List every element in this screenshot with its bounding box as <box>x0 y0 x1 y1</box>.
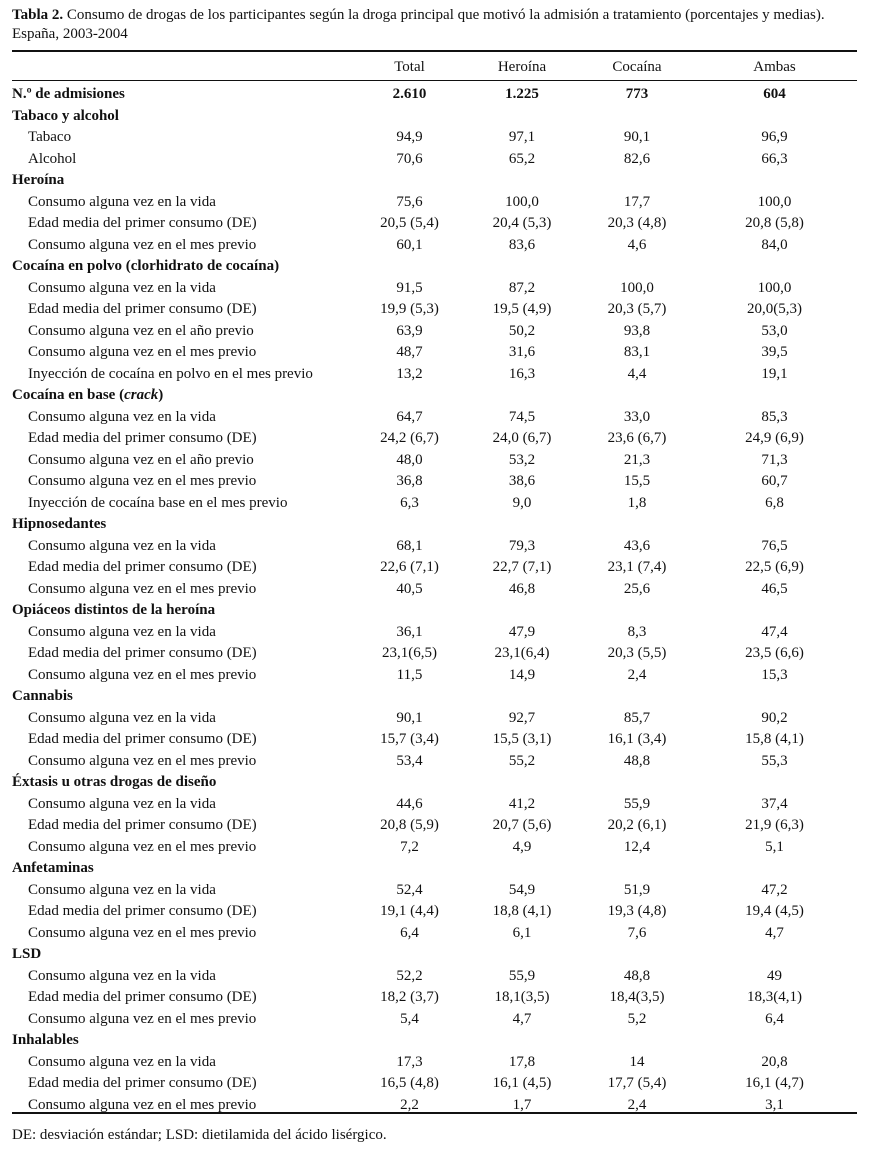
row-label: Consumo alguna vez en el mes previo <box>28 666 257 683</box>
row-label: Consumo alguna vez en el mes previo <box>28 1010 257 1027</box>
cell-both: 19,4 (4,5) <box>745 903 804 919</box>
cell-heroin: 38,6 <box>508 473 536 489</box>
cell-cocaine: 15,5 <box>623 473 651 489</box>
cell-heroin: 4,9 <box>512 838 532 855</box>
cell-cocaine: 20,3 (4,8) <box>607 215 667 231</box>
cell-both: 53,0 <box>761 322 788 339</box>
column-header-row <box>12 56 857 78</box>
cell-cocaine: 20,2 (6,1) <box>607 817 667 833</box>
cell-cocaine: 51,9 <box>623 881 651 898</box>
cell-total: 40,5 <box>396 580 423 597</box>
section-title <box>12 1030 857 1052</box>
cell-cocaine: 90,1 <box>623 129 651 145</box>
cell-both: 15,8 (4,1) <box>745 731 804 747</box>
cell-total: 52,4 <box>396 881 423 898</box>
section-title <box>12 686 857 708</box>
row-label: Edad media del primer consumo (DE) <box>28 215 257 231</box>
section-header-row <box>12 170 857 192</box>
section-header-row <box>12 514 857 536</box>
cell-total: 24,2 (6,7) <box>380 430 439 446</box>
table-row <box>12 450 857 472</box>
row-label: Consumo alguna vez en la vida <box>28 881 216 898</box>
drug-consumption-table <box>12 56 857 1116</box>
section-title-pre: Cocaína en polvo (clorhidrato de cocaína) <box>12 258 280 274</box>
cell-total: 91,5 <box>396 279 423 296</box>
section-header-row <box>12 256 857 278</box>
cell-heroin: 47,9 <box>508 623 536 640</box>
cell-total: 19,9 (5,3) <box>380 301 439 317</box>
table-row <box>12 364 857 386</box>
section-title-pre: Inhalables <box>12 1032 79 1048</box>
row-label: Edad media del primer consumo (DE) <box>28 731 257 747</box>
table-footnote: DE: desviación estándar; LSD: dietilamida del ácido lisérgico. <box>12 1127 387 1143</box>
cell-heroin: 15,5 (3,1) <box>492 731 552 747</box>
cell-heroin: 4,7 <box>512 1010 532 1027</box>
cell-heroin: 20,7 (5,6) <box>492 817 552 833</box>
cell-heroin: 55,2 <box>508 752 536 769</box>
section-title-pre: Éxtasis u otras drogas de diseño <box>12 774 217 790</box>
section-title <box>12 514 857 536</box>
section-title <box>12 772 857 794</box>
cell-total: 63,9 <box>396 322 423 339</box>
section-header-row <box>12 772 857 794</box>
admissions-cocaine: 773 <box>625 86 649 102</box>
cell-heroin: 19,5 (4,9) <box>492 301 552 317</box>
cell-cocaine: 85,7 <box>623 709 651 726</box>
column-header-both: Ambas <box>753 59 796 75</box>
cell-cocaine: 21,3 <box>623 451 651 468</box>
row-label: Consumo alguna vez en la vida <box>28 537 216 554</box>
cell-both: 4,7 <box>765 924 784 941</box>
table-row <box>12 923 857 945</box>
section-title-pre: Anfetaminas <box>12 860 94 876</box>
table-row <box>12 880 857 902</box>
cell-both: 46,5 <box>761 580 788 597</box>
cell-both: 6,4 <box>765 1010 784 1027</box>
row-label: Consumo alguna vez en el mes previo <box>28 752 257 769</box>
admissions-label: N.º de admisiones <box>12 86 125 102</box>
table-row <box>12 708 857 730</box>
cell-both: 84,0 <box>761 236 788 253</box>
cell-cocaine: 8,3 <box>627 623 647 640</box>
row-label: Consumo alguna vez en la vida <box>28 193 216 210</box>
cell-heroin: 16,1 (4,5) <box>492 1075 552 1091</box>
cell-both: 100,0 <box>757 279 792 296</box>
cell-heroin: 14,9 <box>508 666 536 683</box>
table-row <box>12 643 857 665</box>
section-title-post: ) <box>158 387 164 403</box>
row-label: Inyección de cocaína en polvo en el mes previo <box>28 365 313 382</box>
cell-both: 96,9 <box>761 129 788 145</box>
row-label: Edad media del primer consumo (DE) <box>28 1075 257 1091</box>
cell-total: 53,4 <box>396 752 423 769</box>
cell-heroin: 22,7 (7,1) <box>492 559 552 575</box>
table-row <box>12 127 857 149</box>
cell-total: 70,6 <box>396 150 423 167</box>
cell-total: 64,7 <box>396 408 423 425</box>
row-label: Tabaco <box>28 129 72 145</box>
cell-total: 16,5 (4,8) <box>380 1075 439 1091</box>
row-label: Consumo alguna vez en el mes previo <box>28 344 257 360</box>
row-label: Consumo alguna vez en el mes previo <box>28 1096 257 1113</box>
column-header-cocaine: Cocaína <box>612 59 662 75</box>
row-label: Edad media del primer consumo (DE) <box>28 989 257 1005</box>
cell-both: 24,9 (6,9) <box>745 430 804 446</box>
row-label: Consumo alguna vez en el año previo <box>28 322 254 339</box>
section-header-row <box>12 600 857 622</box>
table-row <box>12 751 857 773</box>
cell-cocaine: 25,6 <box>623 580 651 597</box>
cell-both: 47,2 <box>761 881 788 898</box>
table-row <box>12 235 857 257</box>
table-row <box>12 966 857 988</box>
cell-cocaine: 93,8 <box>623 322 651 339</box>
cell-heroin: 20,4 (5,3) <box>492 215 552 231</box>
table-row <box>12 149 857 171</box>
cell-total: 20,8 (5,9) <box>380 817 439 833</box>
section-header-row <box>12 686 857 708</box>
section-title <box>12 256 857 278</box>
cell-both: 66,3 <box>761 150 788 167</box>
cell-both: 20,8 <box>761 1053 788 1070</box>
table-row <box>12 536 857 558</box>
cell-heroin: 18,1(3,5) <box>494 989 550 1005</box>
cell-total: 94,9 <box>396 129 423 145</box>
section-header-row <box>12 1030 857 1052</box>
admissions-row <box>12 84 857 106</box>
cell-total: 60,1 <box>396 236 423 253</box>
row-label: Consumo alguna vez en el año previo <box>28 451 254 468</box>
cell-cocaine: 100,0 <box>620 279 654 296</box>
cell-both: 15,3 <box>761 666 788 683</box>
cell-total: 7,2 <box>400 838 419 855</box>
cell-both: 55,3 <box>761 752 788 769</box>
table-row <box>12 471 857 493</box>
cell-both: 20,8 (5,8) <box>745 215 804 231</box>
table-row <box>12 557 857 579</box>
section-header-row <box>12 944 857 966</box>
cell-both: 18,3(4,1) <box>747 989 802 1005</box>
section-title-pre: Cannabis <box>12 688 73 704</box>
cell-both: 20,0(5,3) <box>747 301 802 317</box>
row-label: Inyección de cocaína base en el mes previo <box>28 494 288 511</box>
cell-cocaine: 20,3 (5,7) <box>607 301 667 317</box>
cell-total: 23,1(6,5) <box>382 645 437 661</box>
cell-total: 48,7 <box>396 344 423 360</box>
cell-total: 75,6 <box>396 193 423 210</box>
row-label: Consumo alguna vez en la vida <box>28 408 216 425</box>
cell-cocaine: 7,6 <box>627 924 647 941</box>
table-row <box>12 321 857 343</box>
cell-heroin: 46,8 <box>508 580 536 597</box>
bottom-rule <box>12 1112 857 1114</box>
cell-total: 22,6 (7,1) <box>380 559 439 575</box>
caption-label: Tabla 2. <box>12 7 64 23</box>
cell-heroin: 79,3 <box>508 537 536 554</box>
cell-cocaine: 55,9 <box>623 795 651 812</box>
section-title-pre: LSD <box>12 946 42 962</box>
section-title <box>12 385 857 407</box>
cell-both: 47,4 <box>761 623 788 640</box>
table-row <box>12 837 857 859</box>
cell-heroin: 87,2 <box>508 279 536 296</box>
cell-total: 19,1 (4,4) <box>380 903 439 919</box>
section-header-row <box>12 385 857 407</box>
row-label: Consumo alguna vez en la vida <box>28 623 216 640</box>
cell-cocaine: 18,4(3,5) <box>609 989 665 1005</box>
cell-both: 37,4 <box>761 795 788 812</box>
cell-heroin: 97,1 <box>508 129 536 145</box>
cell-both: 3,1 <box>765 1096 784 1113</box>
table-row <box>12 815 857 837</box>
cell-heroin: 65,2 <box>508 150 536 167</box>
cell-both: 49 <box>767 967 782 984</box>
cell-cocaine: 2,4 <box>627 1096 647 1113</box>
cell-cocaine: 48,8 <box>623 967 651 984</box>
table-row <box>12 1009 857 1031</box>
cell-cocaine: 23,6 (6,7) <box>607 430 667 446</box>
table-row <box>12 729 857 751</box>
row-label: Edad media del primer consumo (DE) <box>28 645 257 661</box>
table-row <box>12 213 857 235</box>
section-title-pre: Hipnosedantes <box>12 516 107 532</box>
section-header-row <box>12 106 857 128</box>
cell-both: 76,5 <box>761 537 788 554</box>
row-label: Consumo alguna vez en la vida <box>28 1053 216 1070</box>
cell-heroin: 55,9 <box>508 967 536 984</box>
cell-total: 52,2 <box>396 967 423 984</box>
cell-cocaine: 33,0 <box>623 408 651 425</box>
cell-both: 60,7 <box>761 473 788 489</box>
cell-both: 23,5 (6,6) <box>745 645 804 661</box>
cell-cocaine: 19,3 (4,8) <box>607 903 667 919</box>
cell-total: 5,4 <box>400 1010 419 1027</box>
section-title-pre: Tabaco y alcohol <box>12 107 119 124</box>
cell-cocaine: 4,6 <box>627 236 647 253</box>
cell-both: 100,0 <box>757 193 792 210</box>
row-label: Consumo alguna vez en el mes previo <box>28 236 257 253</box>
table-row <box>12 1073 857 1095</box>
admissions-both: 604 <box>763 86 786 102</box>
admissions-heroin: 1.225 <box>505 86 539 102</box>
row-label: Consumo alguna vez en la vida <box>28 795 216 812</box>
cell-total: 15,7 (3,4) <box>380 731 439 747</box>
cell-both: 85,3 <box>761 408 788 425</box>
cell-cocaine: 17,7 <box>623 193 651 210</box>
cell-heroin: 1,7 <box>512 1096 532 1113</box>
table-row <box>12 192 857 214</box>
row-label: Consumo alguna vez en la vida <box>28 279 216 296</box>
cell-total: 11,5 <box>396 666 423 683</box>
cell-cocaine: 20,3 (5,5) <box>607 645 667 661</box>
section-title-em: crack <box>124 387 159 403</box>
cell-total: 13,2 <box>396 365 423 382</box>
cell-heroin: 23,1(6,4) <box>494 645 550 661</box>
cell-both: 71,3 <box>761 451 788 468</box>
row-label: Alcohol <box>28 150 77 167</box>
table-caption <box>12 6 862 44</box>
table-row <box>12 278 857 300</box>
cell-total: 6,3 <box>400 494 419 511</box>
cell-cocaine: 5,2 <box>627 1010 647 1027</box>
cell-heroin: 18,8 (4,1) <box>492 903 552 919</box>
cell-total: 44,6 <box>396 795 423 812</box>
cell-total: 17,3 <box>396 1053 423 1070</box>
row-label: Edad media del primer consumo (DE) <box>28 903 257 919</box>
cell-heroin: 6,1 <box>512 924 532 941</box>
cell-both: 19,1 <box>761 365 788 382</box>
cell-cocaine: 1,8 <box>627 494 647 511</box>
cell-heroin: 92,7 <box>508 709 536 726</box>
cell-cocaine: 48,8 <box>623 752 651 769</box>
cell-total: 18,2 (3,7) <box>380 989 439 1005</box>
table-row <box>12 579 857 601</box>
cell-total: 6,4 <box>400 924 419 941</box>
cell-cocaine: 82,6 <box>623 150 651 167</box>
table-row <box>12 342 857 364</box>
cell-cocaine: 12,4 <box>623 838 651 855</box>
cell-both: 16,1 (4,7) <box>745 1075 804 1091</box>
cell-total: 68,1 <box>396 537 423 554</box>
row-label: Edad media del primer consumo (DE) <box>28 817 257 833</box>
table-row <box>12 987 857 1009</box>
section-title <box>12 106 857 128</box>
cell-both: 21,9 (6,3) <box>745 817 804 833</box>
section-title-pre: Heroína <box>12 172 65 188</box>
cell-heroin: 24,0 (6,7) <box>492 430 552 446</box>
cell-total: 36,8 <box>396 473 423 489</box>
table-row <box>12 901 857 923</box>
header-blank <box>12 56 357 78</box>
section-title-pre: Cocaína en base ( <box>12 387 125 403</box>
cell-heroin: 54,9 <box>508 881 536 898</box>
cell-cocaine: 16,1 (3,4) <box>607 731 667 747</box>
table-row <box>12 299 857 321</box>
cell-heroin: 31,6 <box>508 344 536 360</box>
row-label: Consumo alguna vez en la vida <box>28 709 216 726</box>
cell-cocaine: 4,4 <box>627 365 647 382</box>
cell-heroin: 9,0 <box>512 494 532 511</box>
row-label: Edad media del primer consumo (DE) <box>28 559 257 575</box>
cell-cocaine: 83,1 <box>623 344 651 360</box>
cell-heroin: 53,2 <box>508 451 536 468</box>
section-title <box>12 944 857 966</box>
caption-text: Consumo de drogas de los participantes según la droga principal que motivó la admisión a tratamiento (porcentajes y medias). España, 2003-2004 <box>12 7 825 42</box>
cell-heroin: 74,5 <box>508 408 536 425</box>
cell-total: 90,1 <box>396 709 423 726</box>
cell-cocaine: 2,4 <box>627 666 647 683</box>
section-header-row <box>12 858 857 880</box>
cell-total: 2,2 <box>400 1096 419 1113</box>
section-title-pre: Opiáceos distintos de la heroína <box>12 602 216 618</box>
table-row <box>12 794 857 816</box>
cell-cocaine: 14 <box>629 1053 645 1070</box>
row-label: Consumo alguna vez en el mes previo <box>28 473 257 489</box>
cell-heroin: 50,2 <box>508 322 536 339</box>
row-label: Edad media del primer consumo (DE) <box>28 430 257 446</box>
cell-both: 22,5 (6,9) <box>745 559 804 575</box>
cell-heroin: 17,8 <box>508 1053 536 1070</box>
column-header-heroin: Heroína <box>497 59 547 75</box>
top-rule <box>12 50 857 52</box>
table-row <box>12 1052 857 1074</box>
cell-cocaine: 23,1 (7,4) <box>607 559 667 575</box>
table-row <box>12 622 857 644</box>
admissions-total: 2.610 <box>392 86 427 102</box>
cell-heroin: 16,3 <box>508 365 536 382</box>
section-title <box>12 600 857 622</box>
row-label: Consumo alguna vez en el mes previo <box>28 838 257 855</box>
section-title <box>12 170 857 192</box>
table-body <box>12 84 857 1116</box>
cell-heroin: 83,6 <box>508 236 536 253</box>
cell-cocaine: 43,6 <box>623 537 651 554</box>
cell-both: 39,5 <box>761 344 788 360</box>
table-row <box>12 493 857 515</box>
cell-both: 90,2 <box>761 709 788 726</box>
cell-heroin: 41,2 <box>508 795 536 812</box>
row-label: Consumo alguna vez en el mes previo <box>28 924 257 941</box>
cell-total: 48,0 <box>396 451 423 468</box>
cell-total: 36,1 <box>396 623 423 640</box>
cell-both: 6,8 <box>765 494 784 511</box>
cell-total: 20,5 (5,4) <box>380 215 439 231</box>
table-row <box>12 665 857 687</box>
row-label: Consumo alguna vez en la vida <box>28 967 216 984</box>
row-label: Consumo alguna vez en el mes previo <box>28 580 257 597</box>
column-header-total: Total <box>394 59 425 75</box>
table-row <box>12 428 857 450</box>
cell-both: 5,1 <box>765 838 784 855</box>
row-label: Edad media del primer consumo (DE) <box>28 301 257 317</box>
section-title <box>12 858 857 880</box>
cell-cocaine: 17,7 (5,4) <box>607 1075 667 1091</box>
table-row <box>12 407 857 429</box>
cell-heroin: 100,0 <box>505 193 539 210</box>
